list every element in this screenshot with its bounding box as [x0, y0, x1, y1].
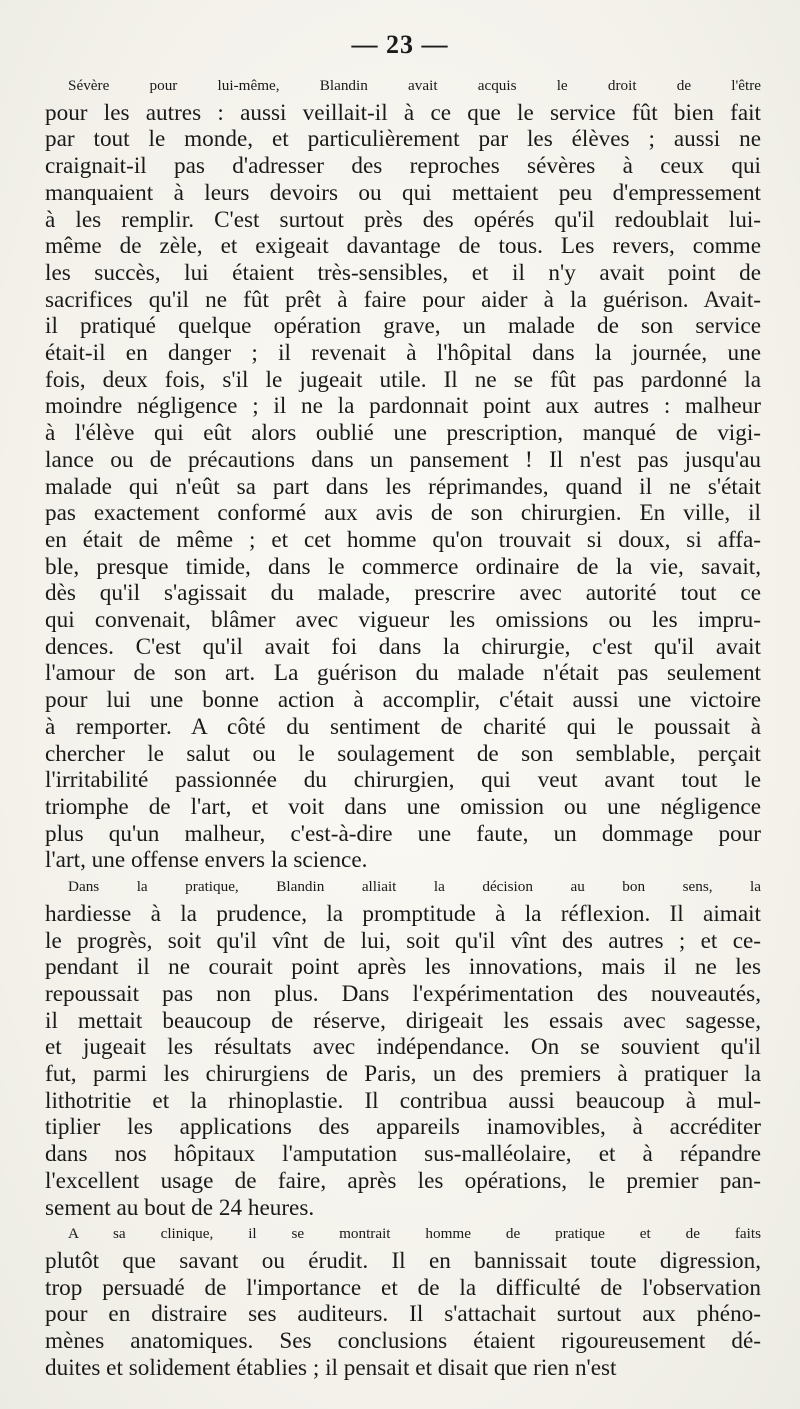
text-line: Dans la pratique, Blandin alliait la décision au bon sens, la: [68, 878, 761, 896]
text-line: ble, presque timide, dans le commerce ordinaire de la vie, savait,: [45, 553, 761, 580]
text-line: sacrifices qu'il ne fût prêt à faire pour aider à la guérison. Avait-: [45, 286, 761, 313]
text-line: pour les autres : aussi veillait-il à ce que le service fût bien fait: [45, 99, 761, 126]
text-line: lance ou de précautions dans un pansement ! Il n'est pas jusqu'au: [45, 446, 761, 473]
text-line: fois, deux fois, s'il le jugeait utile. Il ne se fût pas pardonné la: [45, 366, 761, 393]
text-line: était-il en danger ; il revenait à l'hôpital dans la journée, une: [45, 340, 761, 367]
paragraph: [45, 874, 761, 1221]
text-line: tiplier les applications des appareils inamovibles, à accréditer: [45, 1114, 761, 1141]
text-line: pour lui une bonne action à accomplir, c'était aussi une victoire: [45, 687, 761, 714]
text-line: en était de même ; et cet homme qu'on trouvait si doux, si affa-: [45, 526, 761, 553]
text-line: l'amour de son art. La guérison du malade n'était pas seulement: [45, 660, 761, 687]
text-line: par tout le monde, et particulièrement par les élèves ; aussi ne: [45, 126, 761, 153]
text-line: malade qui n'eût sa part dans les réprimandes, quand il ne s'était: [45, 473, 761, 500]
text-line: hardiesse à la prudence, la promptitude à la réflexion. Il aimait: [45, 900, 761, 927]
text-line: il mettait beaucoup de réserve, dirigeait les essais avec sagesse,: [45, 1007, 761, 1034]
text-line: repoussait pas non plus. Dans l'expérimentation des nouveautés,: [45, 980, 761, 1007]
text-line: pour en distraire ses auditeurs. Il s'attachait surtout aux phéno-: [45, 1301, 761, 1328]
text-line: moindre négligence ; il ne la pardonnait point aux autres : malheur: [45, 393, 761, 420]
text-line: à remporter. A côté du sentiment de charité qui le poussait à: [45, 713, 761, 740]
text-line: l'art, une offense envers la science.: [45, 847, 368, 874]
text-line: les succès, lui étaient très-sensibles, et il n'y avait point de: [45, 259, 761, 286]
text-line: à les remplir. C'est surtout près des opérés qu'il redoublait lui-: [45, 206, 761, 233]
text-line: il pratiqué quelque opération grave, un malade de son service: [45, 313, 761, 340]
text-line: craignait-il pas d'adresser des reproches sévères à ceux qui: [45, 153, 761, 180]
text-line: qui convenait, blâmer avec vigueur les omissions ou les impru-: [45, 607, 761, 634]
text-line: le progrès, soit qu'il vînt de lui, soit qu'il vînt des autres ; et ce-: [45, 927, 761, 954]
text-line: l'irritabilité passionnée du chirurgien, qui veut avant tout le: [45, 767, 761, 794]
text-line: pas exactement conformé aux avis de son chirurgien. En ville, il: [45, 500, 761, 527]
text-line: et jugeait les résultats avec indépendance. On se souvient qu'il: [45, 1034, 761, 1061]
text-line: duites et solidement établies ; il pensait et disait que rien n'est: [45, 1354, 617, 1381]
body-text: [45, 73, 761, 1381]
text-line: pendant il ne courait point après les innovations, mais il ne les: [45, 954, 761, 981]
text-line: lithotritie et la rhinoplastie. Il contribua aussi beaucoup à mul-: [45, 1087, 761, 1114]
text-line: même de zèle, et exigeait davantage de tous. Les revers, comme: [45, 233, 761, 260]
text-line: à l'élève qui eût alors oublié une prescription, manqué de vigi-: [45, 420, 761, 447]
text-line: dans nos hôpitaux l'amputation sus-malléolaire, et à répandre: [45, 1141, 761, 1168]
text-line: plus qu'un malheur, c'est-à-dire une faute, un dommage pour: [45, 820, 761, 847]
text-line: chercher le salut ou le soulagement de son semblable, perçait: [45, 740, 761, 767]
text-line: mènes anatomiques. Ses conclusions étaient rigoureusement dé-: [45, 1328, 761, 1355]
text-line: fut, parmi les chirurgiens de Paris, un des premiers à pratiquer la: [45, 1061, 761, 1088]
text-line: dès qu'il s'agissait du malade, prescrire avec autorité tout ce: [45, 580, 761, 607]
page-number: — 23 —: [351, 30, 449, 59]
text-line: plutôt que savant ou érudit. Il en bannissait toute digression,: [45, 1247, 761, 1274]
text-line: Sévère pour lui-même, Blandin avait acquis le droit de l'être: [68, 77, 761, 94]
text-line: trop persuadé de l'importance et de la difficulté de l'observation: [45, 1274, 761, 1301]
text-line: manquaient à leurs devoirs ou qui mettaient peu d'empressement: [45, 179, 761, 206]
text-line: dences. C'est qu'il avait foi dans la chirurgie, c'est qu'il avait: [45, 633, 761, 660]
text-line: l'excellent usage de faire, après les opérations, le premier pan-: [45, 1167, 761, 1194]
paragraph: [45, 73, 761, 874]
paragraph: [45, 1221, 761, 1381]
text-line: triomphe de l'art, et voit dans une omission ou une négligence: [45, 793, 761, 820]
text-line: A sa clinique, il se montrait homme de pratique et de faits: [68, 1225, 761, 1243]
text-line: sement au bout de 24 heures.: [45, 1194, 315, 1221]
